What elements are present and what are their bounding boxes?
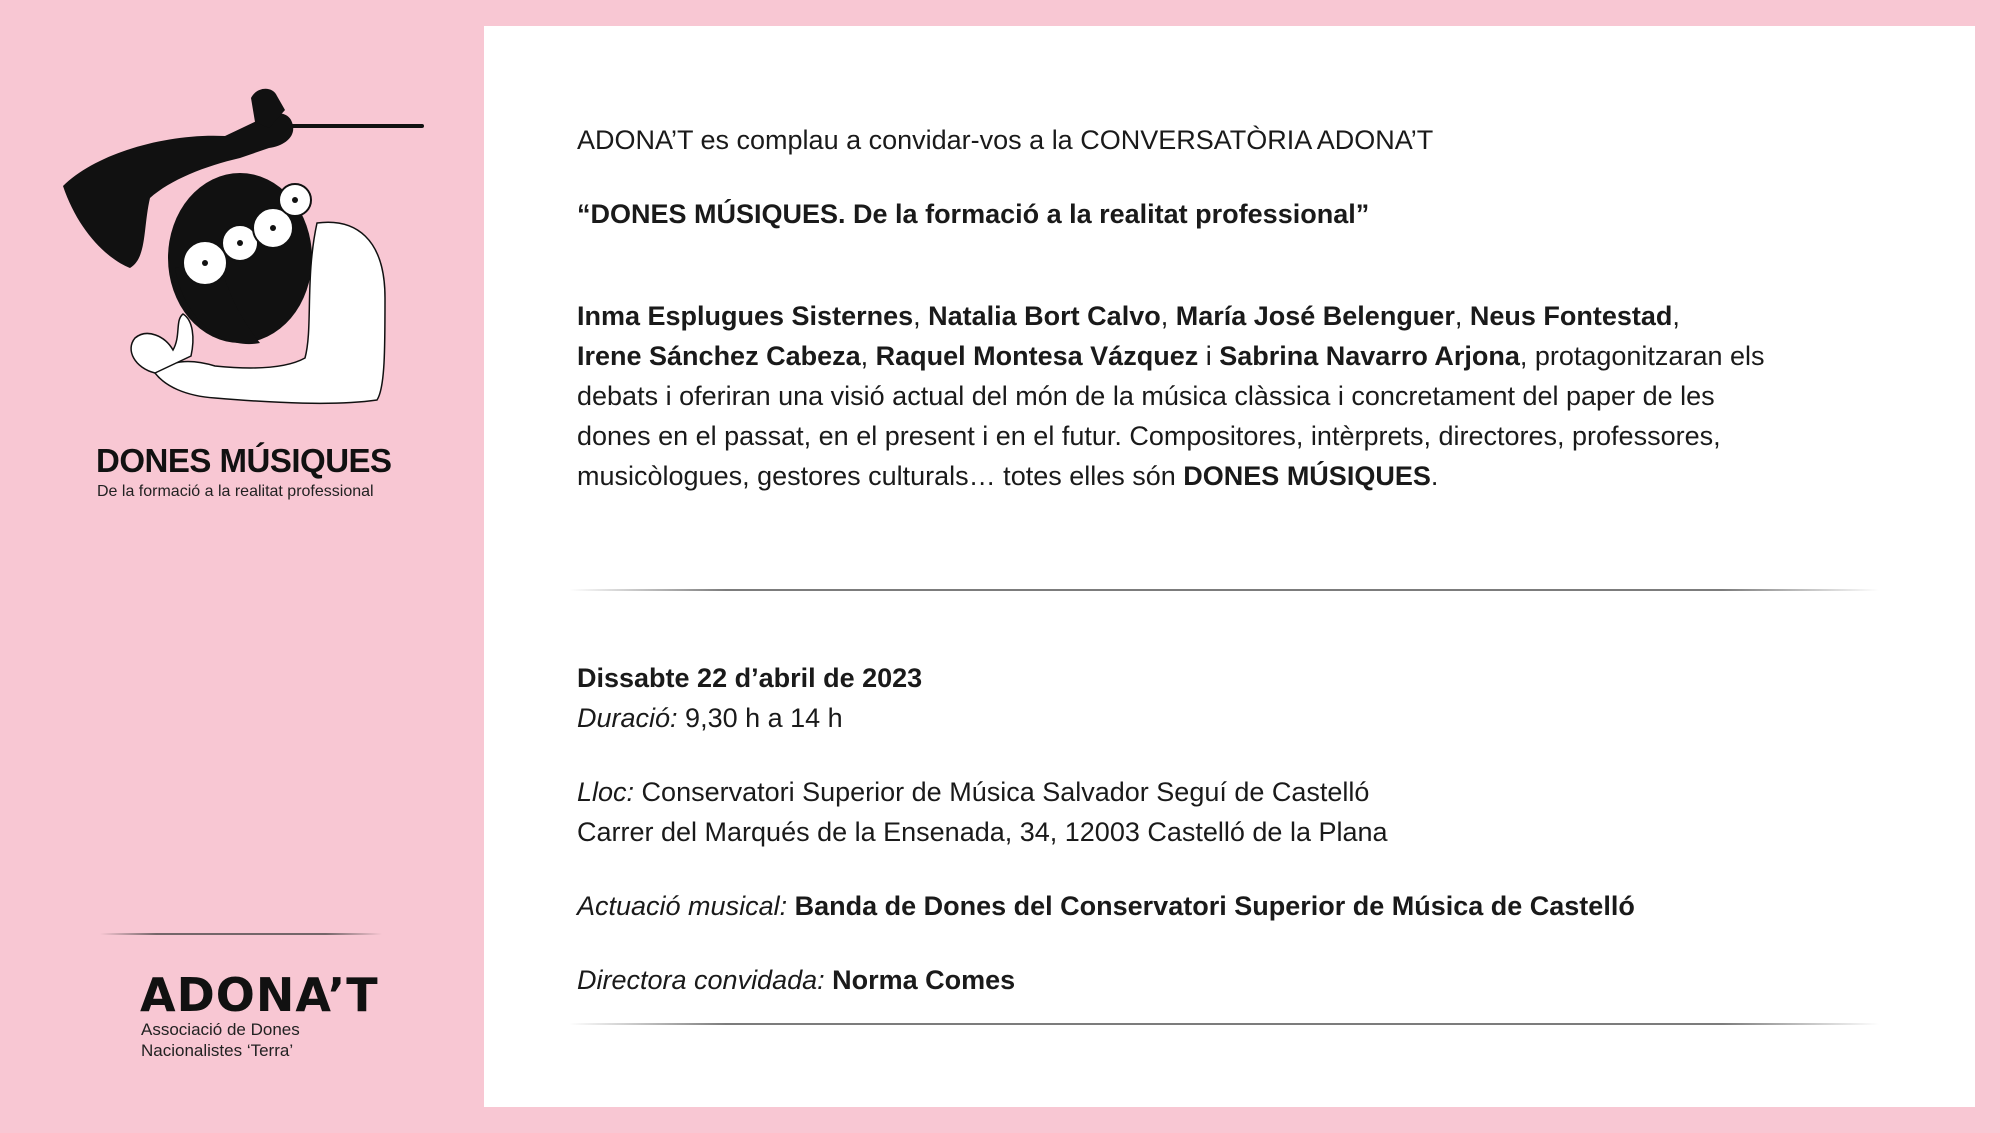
speaker-name: Inma Esplugues Sisternes	[577, 301, 914, 331]
section-divider-bottom	[569, 1023, 1879, 1025]
speakers-line-1	[577, 296, 1680, 336]
separator: ,	[1454, 301, 1470, 331]
speaker-name: Natalia Bort Calvo	[928, 301, 1161, 331]
music-label: Actuació musical:	[577, 891, 788, 921]
event-address: Carrer del Marqués de la Ensenada, 34, 12003 Castelló de la Plana	[577, 817, 1388, 847]
description-line-4: dones en el passat, en el present i en el futur. Compositores, intèrprets, directores, professores,	[577, 421, 1721, 451]
description-bold: DONES MÚSIQUES	[1183, 461, 1431, 491]
description-line-3: debats i oferiran una visió actual del món de la música clàssica i concretament del paper de les	[577, 381, 1715, 411]
sidebar	[0, 0, 484, 1133]
director-label: Directora convidada:	[577, 965, 825, 995]
separator: ,	[913, 301, 929, 331]
speakers-line-2	[577, 336, 1765, 376]
speaker-name: Irene Sánchez Cabeza	[577, 341, 861, 371]
event-title-text: “DONES MÚSIQUES. De la formació a la realitat professional”	[577, 199, 1370, 229]
separator: ,	[1672, 301, 1680, 331]
speaker-name: María José Belenguer	[1175, 301, 1455, 331]
separator: ,	[1160, 301, 1176, 331]
event-date	[577, 658, 922, 698]
conjunction: i	[1198, 341, 1220, 371]
duration-label: Duració:	[577, 703, 678, 733]
org-line-2: Nacionalistes ‘Terra’	[141, 1041, 294, 1060]
speaker-name: Sabrina Navarro Arjona	[1219, 341, 1520, 371]
section-divider	[569, 589, 1879, 591]
place-label: Lloc:	[577, 777, 635, 807]
description-line-5	[577, 456, 1438, 496]
speaker-name: Raquel Montesa Vázquez	[875, 341, 1199, 371]
separator: ,	[860, 341, 876, 371]
speakers-tail: , protagonitzaran els	[1519, 341, 1765, 371]
event-place	[577, 772, 1369, 812]
director-value: Norma Comes	[824, 965, 1016, 995]
conductor-woman-illustration-icon	[55, 88, 435, 418]
brand-title: DONES MÚSIQUES	[96, 442, 392, 479]
description-text: musicòlogues, gestores culturals… totes elles són	[577, 461, 1184, 491]
musical-performance	[577, 886, 1635, 926]
place-value: Conservatori Superior de Música Salvador Seguí de Castelló	[634, 777, 1370, 807]
event-title	[577, 194, 1369, 234]
brand-subtitle: De la formació a la realitat professional	[97, 483, 374, 500]
duration-value: 9,30 h a 14 h	[677, 703, 843, 733]
event-date-text: Dissabte 22 d’abril de 2023	[577, 663, 923, 693]
org-line-1: Associació de Dones	[141, 1020, 300, 1039]
sidebar-divider	[100, 933, 382, 935]
intro-text: ADONA’T es complau a convidar-vos a la CONVERSATÒRIA ADONA’T	[577, 125, 1434, 155]
guest-director	[577, 960, 1015, 1000]
music-value: Banda de Dones del Conservatori Superior de Música de Castelló	[787, 891, 1635, 921]
speaker-name: Neus Fontestad	[1469, 301, 1673, 331]
event-duration	[577, 698, 843, 738]
org-logo: ADONA’T	[140, 968, 379, 1022]
description-end: .	[1430, 461, 1439, 491]
invitation-card	[484, 26, 1975, 1107]
